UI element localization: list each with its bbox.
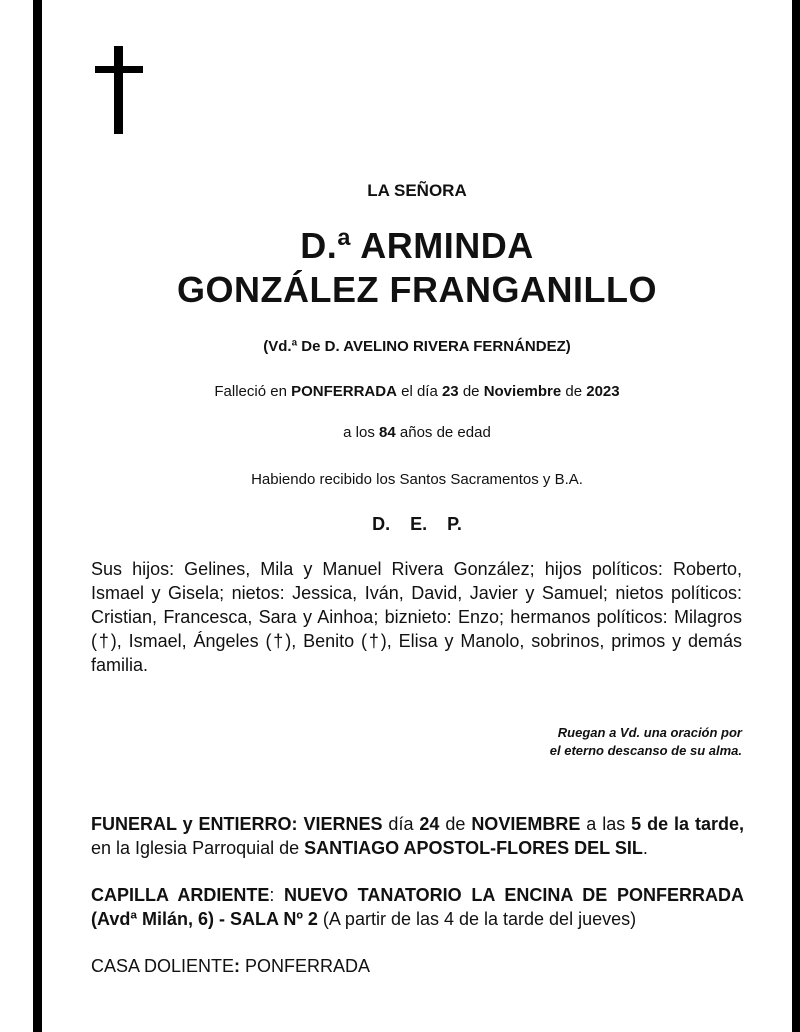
funeral-church: SANTIAGO APOSTOL-FLORES DEL SIL bbox=[304, 838, 643, 858]
name-line-1: D.ª ARMINDA bbox=[300, 225, 534, 266]
chapel-label: CAPILLA ARDIENTE bbox=[91, 885, 270, 905]
widow-of: (Vd.ª De D. AVELINO RIVERA FERNÁNDEZ) bbox=[263, 338, 571, 355]
death-day: 23 bbox=[441, 383, 459, 400]
text: de bbox=[458, 383, 484, 400]
right-border bbox=[792, 0, 800, 1032]
heading: LA SEÑORA bbox=[367, 181, 467, 200]
funeral-info bbox=[91, 812, 744, 860]
left-border bbox=[33, 0, 42, 1032]
age-years: 84 bbox=[379, 424, 396, 441]
chapel-note: (A partir de las 4 de la tarde del jueves) bbox=[317, 909, 637, 929]
dep bbox=[42, 514, 792, 535]
family-list: Sus hijos: Gelines, Mila y Manuel Rivera González; hijos políticos: Roberto, Ismael y Gisela; nietos: Jessica, Iván, David, Javier y Samuel; nietos políticos: Cristian, Francesca, Sara y Ainhoa; biznieto: Enzo; hermanos políticos: Milagros (†), Ismael, Ángeles (†), Benito (†), Elisa y Manolo, sobrinos, primos y demás familia. bbox=[91, 559, 742, 675]
text: . bbox=[642, 838, 648, 858]
text: a las bbox=[580, 814, 632, 834]
text: de bbox=[439, 814, 472, 834]
chapel-info bbox=[91, 883, 744, 931]
deceased-name bbox=[42, 224, 792, 312]
death-place: PONFERRADA bbox=[291, 383, 397, 400]
dep-p: P. bbox=[447, 514, 462, 534]
mourning-house bbox=[91, 954, 744, 978]
text: día bbox=[382, 814, 420, 834]
prayer-request bbox=[550, 724, 742, 760]
funeral-day: 24 bbox=[419, 814, 440, 834]
text: Falleció en bbox=[214, 383, 292, 400]
death-year: 2023 bbox=[586, 383, 620, 400]
dep-e: E. bbox=[410, 514, 428, 534]
prayer-line-2: el eterno descanso de su alma. bbox=[549, 743, 742, 758]
text: el día bbox=[396, 383, 442, 400]
text: de bbox=[561, 383, 587, 400]
cross-icon bbox=[95, 46, 143, 134]
text: a los bbox=[343, 424, 380, 441]
age-info bbox=[42, 424, 792, 441]
sacraments: Habiendo recibido los Santos Sacramentos y B.A. bbox=[251, 471, 583, 488]
funeral-time: 5 de la tarde, bbox=[631, 814, 744, 834]
house-label: CASA DOLIENTE bbox=[91, 956, 235, 976]
text: en la Iglesia Parroquial de bbox=[91, 838, 305, 858]
prayer-line-1: Ruegan a Vd. una oración por bbox=[557, 725, 742, 740]
chapel-place: NUEVO TANATORIO LA ENCINA DE PONFERRADA (Avdª Milán, 6) - SALA Nº 2 bbox=[91, 885, 744, 929]
house-place: PONFERRADA bbox=[240, 956, 371, 976]
death-info bbox=[42, 383, 792, 400]
death-month: Noviembre bbox=[483, 383, 562, 400]
name-line-2: GONZÁLEZ FRANGANILLO bbox=[177, 269, 657, 310]
text: : bbox=[269, 885, 284, 905]
dep-d: D. bbox=[372, 514, 391, 534]
text: años de edad bbox=[395, 424, 491, 441]
text: : bbox=[234, 956, 241, 976]
funeral-label: FUNERAL y ENTIERRO: VIERNES bbox=[91, 814, 383, 834]
funeral-month: NOVIEMBRE bbox=[471, 814, 581, 834]
